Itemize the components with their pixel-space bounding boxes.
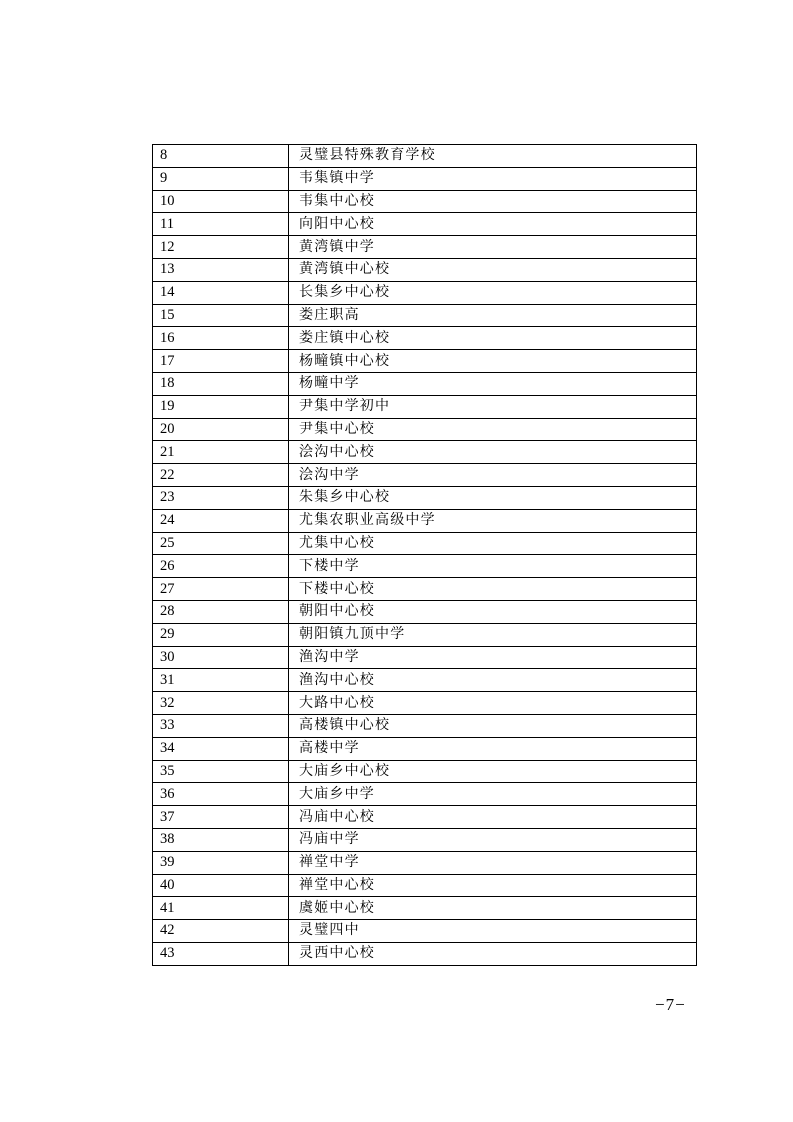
school-name: 尹集中心校 xyxy=(289,418,697,441)
row-number: 27 xyxy=(153,578,289,601)
row-number: 21 xyxy=(153,441,289,464)
row-number: 40 xyxy=(153,874,289,897)
school-name: 娄庄职高 xyxy=(289,304,697,327)
table-row xyxy=(153,714,697,737)
school-name: 长集乡中心校 xyxy=(289,281,697,304)
table-row xyxy=(153,646,697,669)
table-row xyxy=(153,555,697,578)
row-number: 24 xyxy=(153,509,289,532)
row-number: 11 xyxy=(153,213,289,236)
table-row xyxy=(153,350,697,373)
table-row xyxy=(153,145,697,168)
school-name: 灵璧四中 xyxy=(289,920,697,943)
table-row xyxy=(153,669,697,692)
school-name: 黄湾镇中学 xyxy=(289,236,697,259)
table-row xyxy=(153,897,697,920)
table-row xyxy=(153,942,697,965)
school-name: 下楼中心校 xyxy=(289,578,697,601)
school-name: 禅堂中心校 xyxy=(289,874,697,897)
school-name: 浍沟中学 xyxy=(289,464,697,487)
table-row xyxy=(153,828,697,851)
row-number: 36 xyxy=(153,783,289,806)
school-name: 渔沟中学 xyxy=(289,646,697,669)
row-number: 37 xyxy=(153,806,289,829)
row-number: 14 xyxy=(153,281,289,304)
school-name: 高楼中学 xyxy=(289,737,697,760)
school-name: 朝阳镇九顶中学 xyxy=(289,623,697,646)
table-row xyxy=(153,806,697,829)
row-number: 16 xyxy=(153,327,289,350)
table-row xyxy=(153,737,697,760)
table-row xyxy=(153,304,697,327)
row-number: 23 xyxy=(153,486,289,509)
school-name: 高楼镇中心校 xyxy=(289,714,697,737)
page-number: −7− xyxy=(655,995,686,1014)
school-name: 冯庙中学 xyxy=(289,828,697,851)
table-row xyxy=(153,441,697,464)
table-row xyxy=(153,258,697,281)
school-name: 大路中心校 xyxy=(289,692,697,715)
row-number: 13 xyxy=(153,258,289,281)
table-row xyxy=(153,920,697,943)
table-body xyxy=(153,145,697,966)
school-name: 杨疃镇中心校 xyxy=(289,350,697,373)
school-name: 朝阳中心校 xyxy=(289,600,697,623)
row-number: 25 xyxy=(153,532,289,555)
table-row xyxy=(153,783,697,806)
school-name: 尹集中学初中 xyxy=(289,395,697,418)
row-number: 22 xyxy=(153,464,289,487)
row-number: 32 xyxy=(153,692,289,715)
school-list-table xyxy=(152,144,697,966)
table-row xyxy=(153,464,697,487)
table-row xyxy=(153,167,697,190)
row-number: 10 xyxy=(153,190,289,213)
table-row xyxy=(153,509,697,532)
row-number: 42 xyxy=(153,920,289,943)
row-number: 26 xyxy=(153,555,289,578)
table-row xyxy=(153,236,697,259)
row-number: 20 xyxy=(153,418,289,441)
table-row xyxy=(153,851,697,874)
table-row xyxy=(153,327,697,350)
row-number: 17 xyxy=(153,350,289,373)
table-row xyxy=(153,600,697,623)
school-name: 浍沟中心校 xyxy=(289,441,697,464)
row-number: 38 xyxy=(153,828,289,851)
row-number: 31 xyxy=(153,669,289,692)
table-row xyxy=(153,281,697,304)
row-number: 12 xyxy=(153,236,289,259)
table-row xyxy=(153,760,697,783)
school-name: 韦集中心校 xyxy=(289,190,697,213)
row-number: 39 xyxy=(153,851,289,874)
row-number: 9 xyxy=(153,167,289,190)
school-name: 渔沟中心校 xyxy=(289,669,697,692)
school-name: 禅堂中学 xyxy=(289,851,697,874)
row-number: 34 xyxy=(153,737,289,760)
row-number: 30 xyxy=(153,646,289,669)
school-name: 杨疃中学 xyxy=(289,372,697,395)
row-number: 19 xyxy=(153,395,289,418)
school-name: 灵西中心校 xyxy=(289,942,697,965)
table-row xyxy=(153,486,697,509)
row-number: 43 xyxy=(153,942,289,965)
school-name: 韦集镇中学 xyxy=(289,167,697,190)
school-name: 黄湾镇中心校 xyxy=(289,258,697,281)
row-number: 41 xyxy=(153,897,289,920)
table-row xyxy=(153,372,697,395)
row-number: 33 xyxy=(153,714,289,737)
school-name: 大庙乡中学 xyxy=(289,783,697,806)
row-number: 28 xyxy=(153,600,289,623)
row-number: 15 xyxy=(153,304,289,327)
school-name: 冯庙中心校 xyxy=(289,806,697,829)
table-row xyxy=(153,578,697,601)
school-name: 下楼中学 xyxy=(289,555,697,578)
row-number: 35 xyxy=(153,760,289,783)
table-row xyxy=(153,190,697,213)
school-name: 娄庄镇中心校 xyxy=(289,327,697,350)
school-name: 尤集农职业高级中学 xyxy=(289,509,697,532)
school-name: 虞姬中心校 xyxy=(289,897,697,920)
table-row xyxy=(153,532,697,555)
school-name: 灵璧县特殊教育学校 xyxy=(289,145,697,168)
school-name: 朱集乡中心校 xyxy=(289,486,697,509)
table-row xyxy=(153,418,697,441)
row-number: 8 xyxy=(153,145,289,168)
school-name: 大庙乡中心校 xyxy=(289,760,697,783)
table-row xyxy=(153,395,697,418)
table-row xyxy=(153,874,697,897)
table-row xyxy=(153,692,697,715)
table-row xyxy=(153,623,697,646)
table-row xyxy=(153,213,697,236)
row-number: 29 xyxy=(153,623,289,646)
school-name: 向阳中心校 xyxy=(289,213,697,236)
school-name: 尤集中心校 xyxy=(289,532,697,555)
row-number: 18 xyxy=(153,372,289,395)
